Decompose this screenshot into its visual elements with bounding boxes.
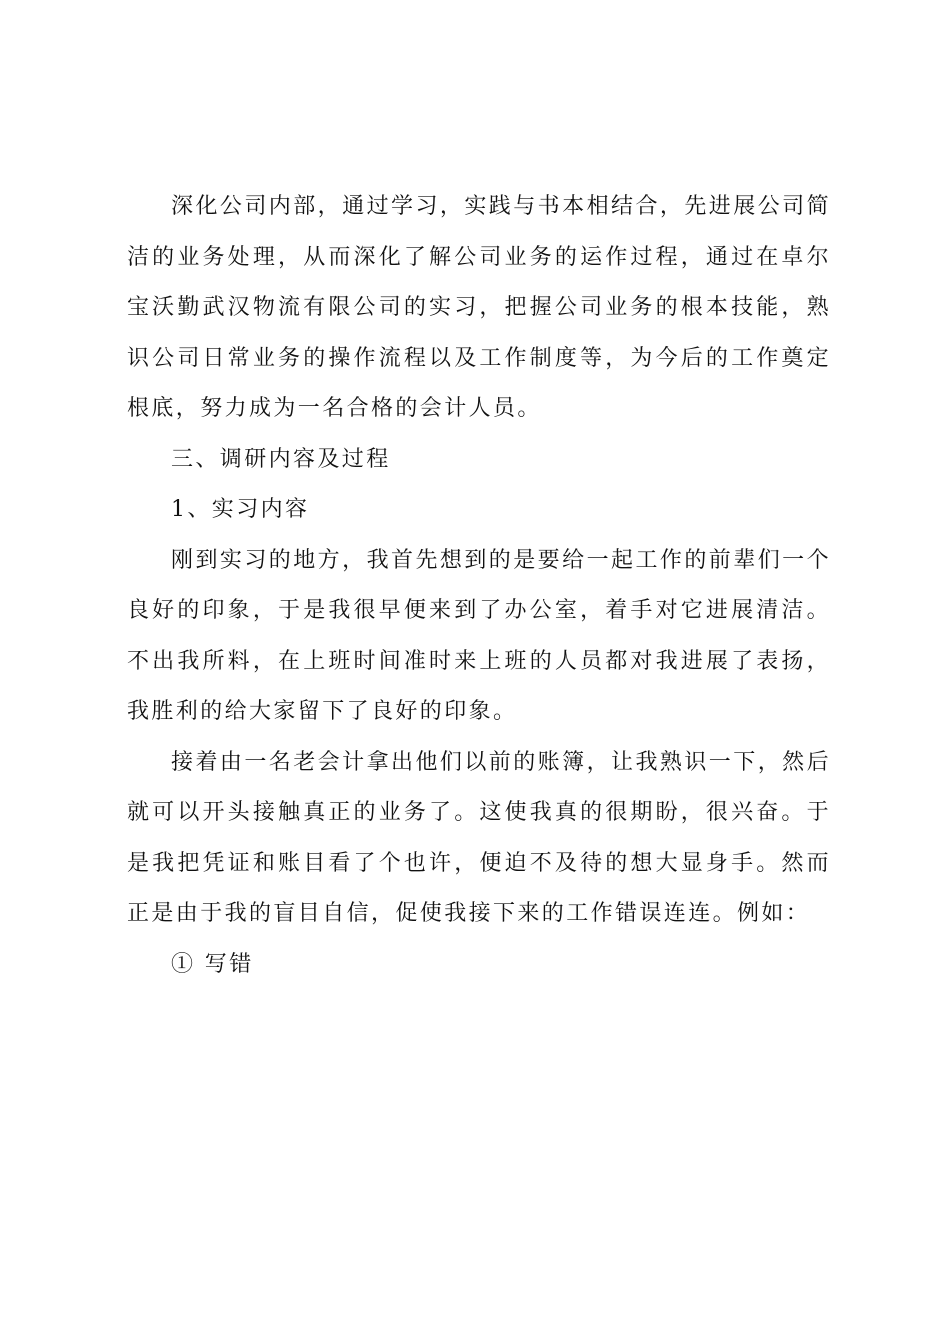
paragraph-first-day: 刚到实习的地方，我首先想到的是要给一起工作的前辈们一个良好的印象，于是我很早便来到了办公室，着手对它进展清洁。不出我所料，在上班时间准时来上班的人员都对我进展了表扬，我胜利的给大家留下了良好的印象。 xyxy=(127,547,831,724)
paragraph-ledger: 接着由一名老会计拿出他们以前的账簿，让我熟识一下，然后就可以开头接触真正的业务了。这使我真的很期盼，很兴奋。于是我把凭证和账目看了个也许，便迫不及待的想大显身手。然而正是由于我的盲目自信，促使我接下来的工作错误连连。例如： xyxy=(127,749,831,926)
paragraph-intro: 深化公司内部，通过学习，实践与书本相结合，先进展公司简洁的业务处理，从而深化了解公司业务的运作过程，通过在卓尔宝沃勤武汉物流有限公司的实习，把握公司业务的根本技能，熟识公司日常业务的操作流程以及工作制度等，为今后的工作奠定根底，努力成为一名合格的会计人员。 xyxy=(127,194,831,421)
list-item-write-error: ① 写错 xyxy=(171,951,254,977)
section-heading-research: 三、调研内容及过程 xyxy=(171,446,391,472)
document-body xyxy=(127,182,831,990)
subsection-heading-internship: 1、实习内容 xyxy=(171,497,310,522)
